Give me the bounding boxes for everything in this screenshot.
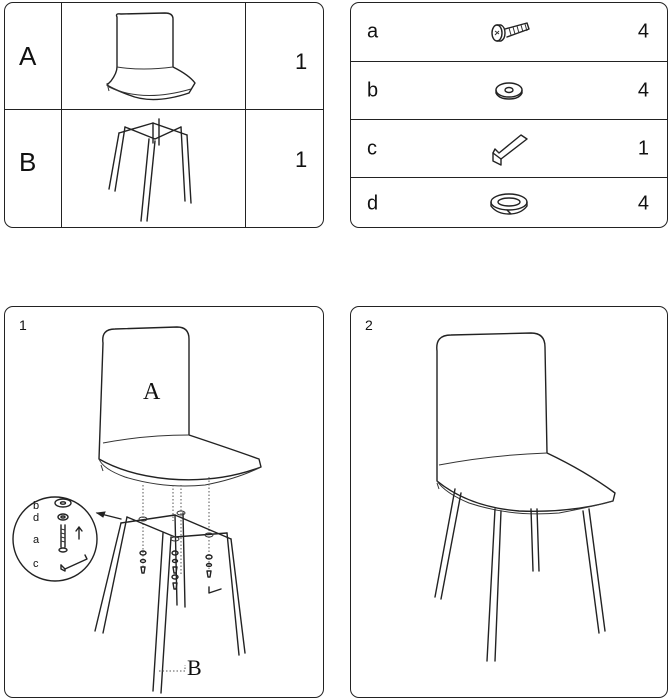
part-letter-b: B <box>19 147 37 177</box>
hardware-table <box>350 2 668 228</box>
detail-label-b: b <box>33 500 40 512</box>
step-1-number: 1 <box>19 317 27 333</box>
parts-table-row-divider <box>5 109 323 110</box>
hardware-letter-b: b <box>367 79 379 101</box>
part-letter-a: A <box>19 41 37 71</box>
hardware-row-a <box>351 3 667 61</box>
parts-table <box>4 2 324 228</box>
allen-key-icon <box>487 131 531 167</box>
step-2-panel <box>350 306 668 698</box>
step-1-panel <box>4 306 324 698</box>
seat-label-a: A <box>143 379 161 405</box>
hardware-letter-c: c <box>367 137 377 159</box>
parts-table-col-divider-1 <box>61 3 62 227</box>
hardware-letter-d: d <box>367 192 379 214</box>
step-1-assembly-diagram <box>5 307 325 699</box>
hardware-letter-a: a <box>367 20 379 43</box>
chair-seat-shell-drawing <box>99 327 261 486</box>
hardware-qty-c: 1 <box>637 137 649 159</box>
hardware-qty-b: 4 <box>637 79 649 101</box>
chair-leg-frame-drawing <box>95 511 245 693</box>
detail-label-d: d <box>33 512 40 524</box>
hardware-row-b <box>351 61 667 119</box>
chair-seat-shell-icon <box>103 11 193 107</box>
detail-label-a: a <box>33 534 40 546</box>
frame-label-b: B <box>187 655 202 680</box>
part-qty-b: 1 <box>295 147 308 172</box>
assembled-chair-drawing <box>351 307 669 699</box>
step-2-number: 2 <box>365 317 373 333</box>
hardware-qty-a: 4 <box>637 20 649 43</box>
hardware-row-d <box>351 177 667 229</box>
hardware-row-c <box>351 119 667 177</box>
hardware-detail-callout <box>13 497 121 581</box>
part-qty-a: 1 <box>295 49 308 74</box>
detail-label-c: c <box>33 558 39 570</box>
bolt-icon <box>487 19 531 45</box>
parts-table-col-divider-2 <box>245 3 246 227</box>
chair-leg-frame-icon <box>105 117 205 223</box>
exploded-bolts <box>140 551 221 593</box>
hardware-qty-d: 4 <box>637 192 649 214</box>
flat-washer-icon <box>493 81 525 101</box>
spring-washer-icon <box>487 191 531 217</box>
